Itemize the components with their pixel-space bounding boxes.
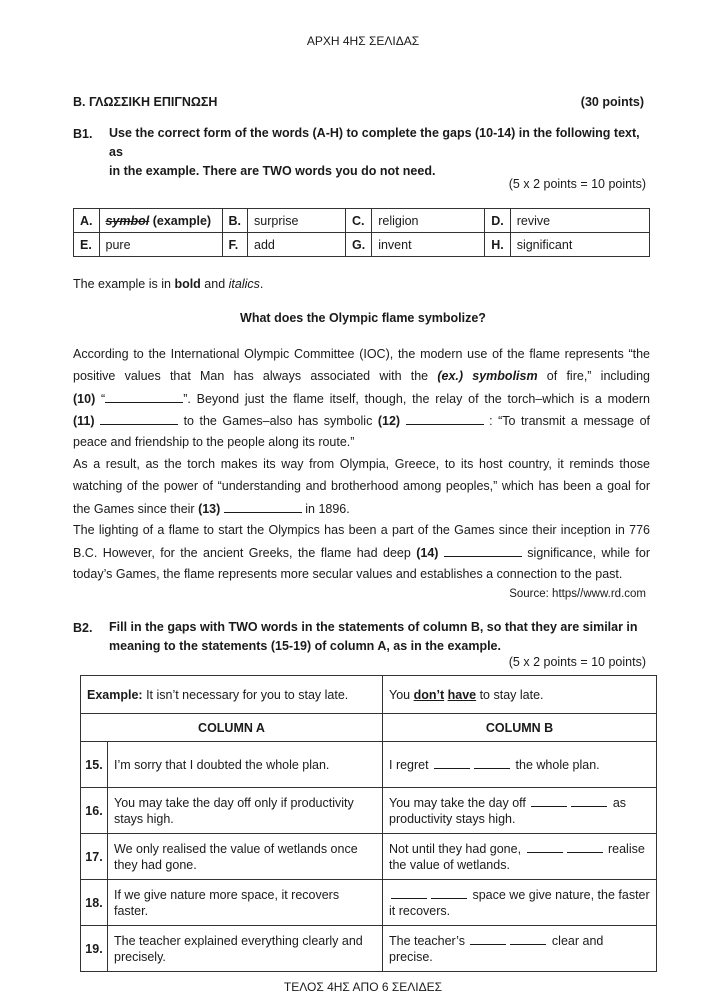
- gap-blank[interactable]: [100, 413, 178, 425]
- b2-instruction-line1: Fill in the gaps with TWO words in the statements of column B, so that they are similar in: [109, 620, 638, 634]
- column-b-cell: [383, 788, 657, 834]
- word-letter: D.: [485, 209, 511, 233]
- text-run: The teacher’s: [389, 933, 469, 948]
- page-header: ΑΡΧΗ 4ΗΣ ΣΕΛΙΔΑΣ: [306, 34, 420, 48]
- gap-blank[interactable]: [224, 501, 302, 513]
- gap-number: (12): [377, 414, 401, 428]
- gap-number: (10): [73, 392, 96, 406]
- answer-blank[interactable]: [470, 934, 506, 945]
- text-run: ”. Beyond just the flame itself, though, the relay of the torch–which is a modern: [183, 392, 650, 406]
- column-a-cell: You may take the day off only if productivity stays high.: [108, 788, 383, 834]
- word-cell: religion: [372, 209, 485, 233]
- section-title: Β. ΓΛΩΣΣΙΚΗ ΕΠΙΓΝΩΣΗ: [73, 95, 218, 109]
- answer-blank[interactable]: [474, 758, 510, 769]
- text-run: B.C. However, for the ancient Greeks, the flame had deep: [73, 546, 417, 560]
- column-b-cell: [383, 926, 657, 972]
- gap-blank[interactable]: [105, 391, 183, 403]
- text-run: I regret: [389, 757, 433, 772]
- page-footer: ΤΕΛΟΣ 4ΗΣ ΑΠΟ 6 ΣΕΛΙΔΕΣ: [283, 980, 443, 994]
- column-a-header: COLUMN A: [81, 714, 383, 742]
- paragraph-line: peace and friendship to the people along its route.”: [73, 435, 355, 449]
- answer-blank[interactable]: [527, 842, 563, 853]
- table-row: [81, 926, 657, 972]
- word-bank-row: [74, 233, 650, 257]
- example-word: symbol: [105, 213, 150, 228]
- answer-blank[interactable]: [571, 796, 607, 807]
- text-run: of fire,” including: [537, 369, 651, 383]
- note-text: The example is in: [73, 277, 175, 291]
- answer-blank[interactable]: [434, 758, 470, 769]
- example-note: [73, 277, 650, 291]
- word-letter: A.: [74, 209, 100, 233]
- example-cell-b: [383, 676, 657, 714]
- column-a-cell: If we give nature more space, it recovers faster.: [108, 880, 383, 926]
- column-header-row: [81, 714, 657, 742]
- table-row: [81, 742, 657, 788]
- word-cell: surprise: [248, 209, 346, 233]
- text-run: the whole plan.: [512, 757, 600, 772]
- example-row: [81, 676, 657, 714]
- note-bold: bold: [174, 277, 201, 291]
- text-run: realise the value of wetlands.: [389, 841, 645, 872]
- b2-number: B2.: [73, 621, 93, 635]
- text-run: “: [95, 392, 106, 406]
- example-answer: (ex.) symbolism: [437, 369, 538, 383]
- word-letter: B.: [222, 209, 248, 233]
- answer-blank[interactable]: [531, 796, 567, 807]
- word-letter: F.: [222, 233, 248, 257]
- example-suffix: (example): [149, 213, 212, 228]
- column-a-cell: We only realised the value of wetlands once they had gone.: [108, 834, 383, 880]
- text-run: as productivity stays high.: [389, 795, 627, 826]
- section-points: (30 points): [580, 95, 644, 109]
- gap-number: (13): [198, 502, 221, 516]
- example-answer-word: don’t: [413, 687, 445, 702]
- paragraph-line: today’s Games, the flame represents more secular values and establishes a connection to the past.: [73, 567, 623, 581]
- text-run: You may take the day off: [389, 795, 530, 810]
- paragraph-line: According to the International Olympic Committee (IOC), the modern use of the flame represents “the: [73, 347, 650, 361]
- word-cell: pure: [99, 233, 222, 257]
- example-a-text: It isn’t necessary for you to stay late.: [142, 687, 349, 702]
- word-cell: revive: [510, 209, 649, 233]
- text-title: What does the Olympic flame symbolize?: [240, 311, 486, 325]
- row-number: 18.: [81, 880, 108, 926]
- example-answer-word: have: [447, 687, 477, 702]
- note-italic: italics: [228, 277, 260, 291]
- word-letter: G.: [346, 233, 372, 257]
- answer-blank[interactable]: [510, 934, 546, 945]
- answer-blank[interactable]: [567, 842, 603, 853]
- text-run: to the Games–also has symbolic: [178, 414, 378, 428]
- text-run: space we give nature, the faster it recovers.: [389, 887, 650, 918]
- b2-instruction-line2: meaning to the statements (15-19) of column A, as in the example.: [109, 639, 501, 653]
- b1-instruction-line2: in the example. There are TWO words you do not need.: [109, 164, 436, 178]
- b2-instruction: [109, 618, 654, 656]
- text-run: You: [389, 687, 414, 702]
- word-letter: E.: [74, 233, 100, 257]
- example-cell-a: [81, 676, 383, 714]
- text-run: positive values that Man has always associated with the: [73, 369, 438, 383]
- answer-blank[interactable]: [391, 888, 427, 899]
- note-text: and: [200, 277, 229, 291]
- gap-number: (14): [416, 546, 439, 560]
- word-bank-table: [73, 208, 650, 257]
- column-b-cell: [383, 880, 657, 926]
- row-number: 17.: [81, 834, 108, 880]
- answer-blank[interactable]: [431, 888, 467, 899]
- b1-instruction: [109, 124, 654, 181]
- example-label: Example:: [87, 687, 143, 702]
- text-run: Not until they had gone,: [389, 841, 525, 856]
- word-letter: C.: [346, 209, 372, 233]
- text-run: the Games since their: [73, 502, 199, 516]
- table-row: [81, 788, 657, 834]
- word-cell-example: [99, 209, 222, 233]
- word-cell: significant: [510, 233, 649, 257]
- text-run: clear and precise.: [389, 933, 604, 964]
- text-run: : “To transmit a message of: [483, 414, 650, 428]
- column-a-cell: The teacher explained everything clearly and precisely.: [108, 926, 383, 972]
- paragraph-line: [73, 369, 650, 383]
- row-number: 16.: [81, 788, 108, 834]
- paragraph-line: [73, 545, 650, 560]
- paragraph-line: [73, 413, 650, 428]
- b1-instruction-line1: Use the correct form of the words (A-H) to complete the gaps (10-14) in the following text, as: [109, 126, 640, 159]
- text-run: significance, while for: [521, 546, 650, 560]
- row-number: 15.: [81, 742, 108, 788]
- row-number: 19.: [81, 926, 108, 972]
- transformation-table: [80, 675, 657, 972]
- source-note: Source: https//www.rd.com: [509, 588, 646, 600]
- paragraph-line: As a result, as the torch makes its way from Olympia, Greece, to its host country, it reminds those: [73, 457, 650, 471]
- b2-points: (5 x 2 points = 10 points): [508, 655, 646, 669]
- gap-blank[interactable]: [444, 545, 522, 557]
- paragraph-line: The lighting of a flame to start the Olympics has been a part of the Games since their inception in 776: [73, 523, 650, 537]
- word-bank-row: [74, 209, 650, 233]
- gap-number: (11): [73, 414, 95, 428]
- text-run: in 1896.: [301, 502, 350, 516]
- b1-number: B1.: [73, 127, 93, 141]
- table-row: [81, 880, 657, 926]
- table-row: [81, 834, 657, 880]
- b1-points: (5 x 2 points = 10 points): [508, 177, 646, 191]
- column-b-cell: [383, 834, 657, 880]
- paragraph-line: [73, 391, 650, 406]
- column-b-header: COLUMN B: [383, 714, 657, 742]
- word-cell: add: [248, 233, 346, 257]
- column-a-cell: I’m sorry that I doubted the whole plan.: [108, 742, 383, 788]
- paragraph-line: watching of the power of “understanding and brotherhood among peoples,” which has been a goal for: [73, 479, 650, 493]
- word-letter: H.: [485, 233, 511, 257]
- text-run: to stay late.: [476, 687, 544, 702]
- word-cell: invent: [372, 233, 485, 257]
- note-text: .: [259, 277, 264, 291]
- gap-blank[interactable]: [406, 413, 484, 425]
- column-b-cell: [383, 742, 657, 788]
- paragraph-line: [73, 501, 650, 516]
